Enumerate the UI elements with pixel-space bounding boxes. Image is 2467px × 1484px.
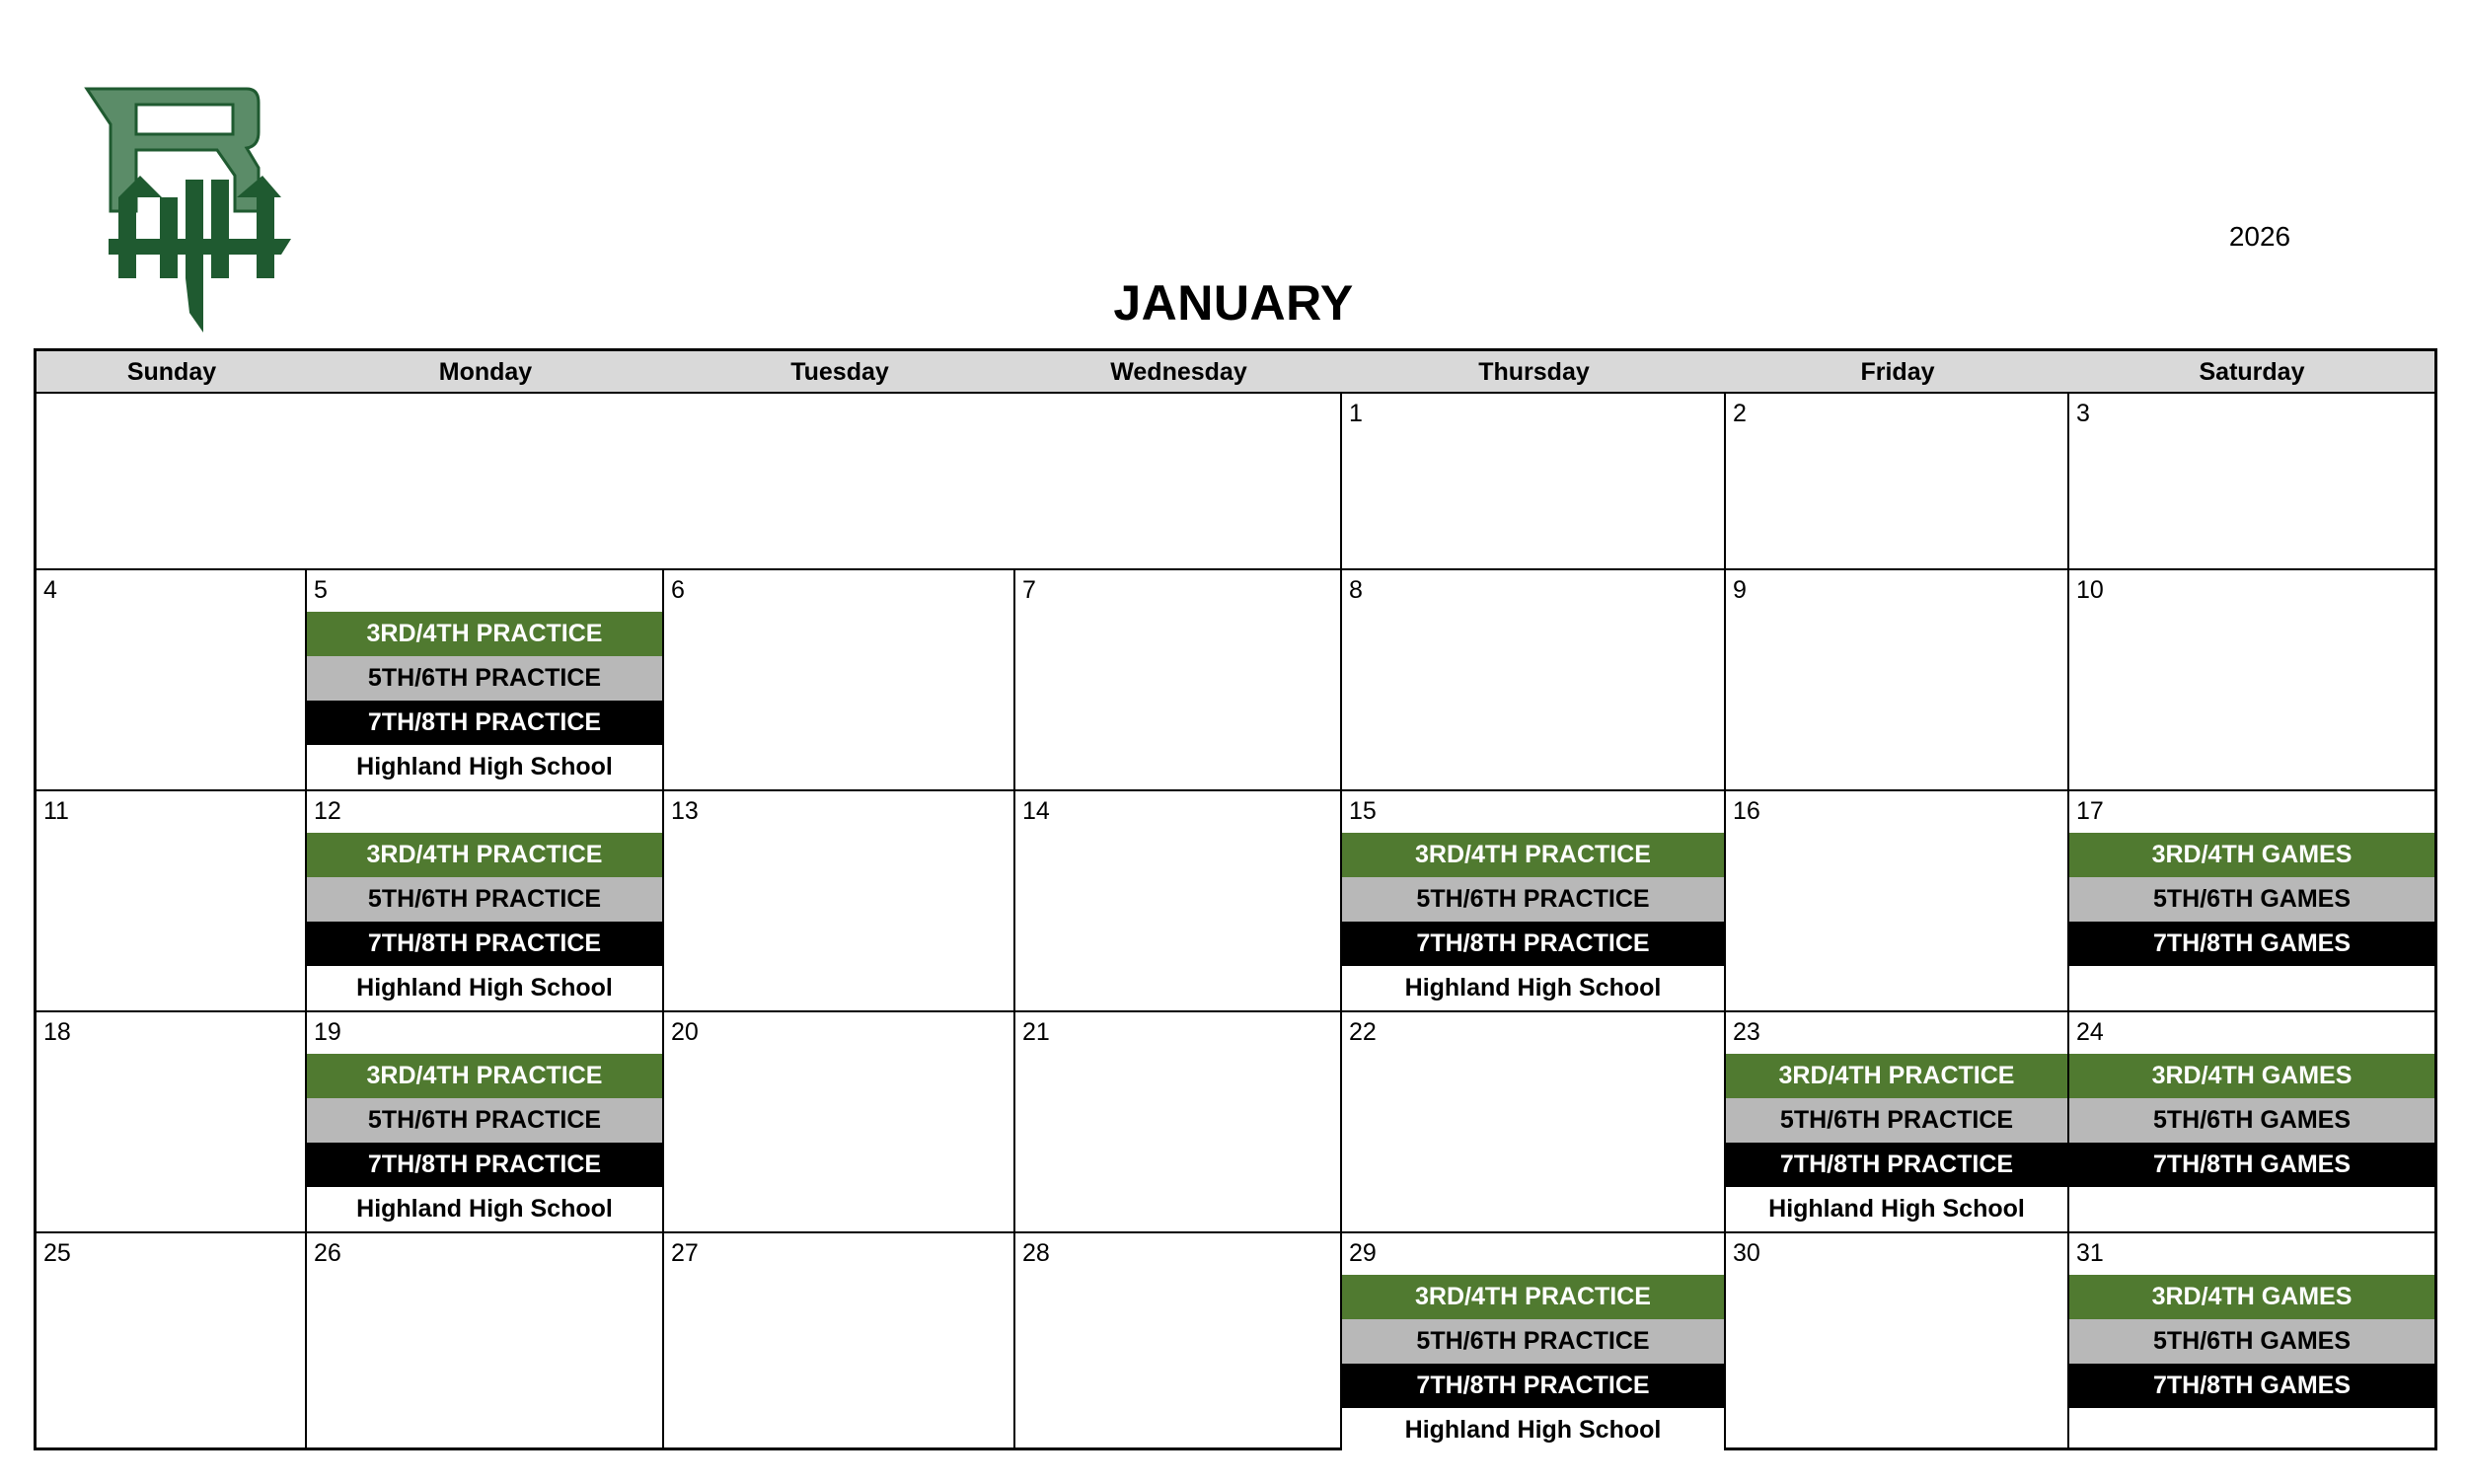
event-games: 3RD/4TH GAMES	[2069, 833, 2434, 877]
empty-day-cell[interactable]	[37, 394, 1342, 570]
day-cell-4[interactable]	[37, 570, 307, 791]
day-cell-19[interactable]	[307, 1012, 664, 1233]
day-number: 26	[314, 1239, 341, 1267]
event-practice: 7TH/8TH PRACTICE	[1342, 1364, 1724, 1408]
event-practice: 7TH/8TH PRACTICE	[1342, 922, 1724, 966]
day-number: 18	[43, 1018, 71, 1046]
event-games: 5TH/6TH GAMES	[2069, 877, 2434, 922]
event-games: 7TH/8TH GAMES	[2069, 1364, 2434, 1408]
day-number: 12	[314, 797, 341, 825]
day-cell-24[interactable]	[2069, 1012, 2434, 1233]
event-location: Highland High School	[307, 745, 662, 789]
event-games: 3RD/4TH GAMES	[2069, 1275, 2434, 1319]
day-cell-8[interactable]	[1342, 570, 1726, 791]
calendar-month-title: JANUARY	[1113, 275, 1354, 331]
event-practice: 3RD/4TH PRACTICE	[307, 833, 662, 877]
day-number: 4	[43, 576, 57, 604]
event-practice: 7TH/8TH PRACTICE	[307, 922, 662, 966]
day-number: 6	[671, 576, 685, 604]
day-cell-16[interactable]	[1726, 791, 2069, 1012]
day-number: 7	[1022, 576, 1036, 604]
weekday-sunday: Sunday	[126, 358, 217, 386]
weekday-saturday: Saturday	[2199, 358, 2305, 386]
day-number: 21	[1022, 1018, 1050, 1046]
event-practice: 3RD/4TH PRACTICE	[1342, 1275, 1724, 1319]
weekday-tuesday: Tuesday	[790, 358, 889, 386]
event-practice: 7TH/8TH PRACTICE	[307, 701, 662, 745]
day-cell-5[interactable]	[307, 570, 664, 791]
event-practice: 5TH/6TH PRACTICE	[307, 877, 662, 922]
event-games: 5TH/6TH GAMES	[2069, 1098, 2434, 1143]
day-cell-17[interactable]	[2069, 791, 2434, 1012]
day-cell-21[interactable]	[1015, 1012, 1342, 1233]
day-number: 1	[1349, 400, 1363, 427]
weekday-header-row	[37, 351, 2434, 394]
day-number: 14	[1022, 797, 1050, 825]
day-number: 19	[314, 1018, 341, 1046]
weekday-monday: Monday	[438, 358, 533, 386]
event-practice: 5TH/6TH PRACTICE	[1726, 1098, 2067, 1143]
calendar-grid	[34, 348, 2437, 1450]
day-cell-29[interactable]	[1342, 1233, 1726, 1447]
day-number: 10	[2076, 576, 2104, 604]
day-cell-31[interactable]	[2069, 1233, 2434, 1447]
event-games: 5TH/6TH GAMES	[2069, 1319, 2434, 1364]
day-cell-23[interactable]	[1726, 1012, 2069, 1233]
event-practice: 5TH/6TH PRACTICE	[1342, 877, 1724, 922]
day-number: 17	[2076, 797, 2104, 825]
day-cell-3[interactable]	[2069, 394, 2434, 570]
day-cell-6[interactable]	[664, 570, 1015, 791]
day-cell-25[interactable]	[37, 1233, 307, 1447]
day-cell-20[interactable]	[664, 1012, 1015, 1233]
event-location: Highland High School	[1726, 1187, 2067, 1231]
day-cell-1[interactable]	[1342, 394, 1726, 570]
day-cell-18[interactable]	[37, 1012, 307, 1233]
day-cell-30[interactable]	[1726, 1233, 2069, 1447]
day-number: 5	[314, 576, 328, 604]
day-cell-15[interactable]	[1342, 791, 1726, 1012]
event-practice: 3RD/4TH PRACTICE	[1726, 1054, 2067, 1098]
event-games: 7TH/8TH GAMES	[2069, 1143, 2434, 1187]
day-number: 28	[1022, 1239, 1050, 1267]
day-cell-13[interactable]	[664, 791, 1015, 1012]
event-practice: 3RD/4TH PRACTICE	[1342, 833, 1724, 877]
day-number: 8	[1349, 576, 1363, 604]
day-cell-26[interactable]	[307, 1233, 664, 1447]
day-number: 22	[1349, 1018, 1377, 1046]
event-practice: 7TH/8TH PRACTICE	[1726, 1143, 2067, 1187]
day-cell-10[interactable]	[2069, 570, 2434, 791]
event-practice: 3RD/4TH PRACTICE	[307, 1054, 662, 1098]
day-cell-7[interactable]	[1015, 570, 1342, 791]
weekday-friday: Friday	[1860, 358, 1935, 386]
day-number: 16	[1733, 797, 1760, 825]
weekday-wednesday: Wednesday	[1110, 358, 1247, 386]
day-number: 20	[671, 1018, 699, 1046]
day-cell-28[interactable]	[1015, 1233, 1342, 1447]
day-number: 11	[43, 797, 69, 825]
day-number: 29	[1349, 1239, 1377, 1267]
day-cell-9[interactable]	[1726, 570, 2069, 791]
day-number: 3	[2076, 400, 2090, 427]
day-number: 15	[1349, 797, 1377, 825]
event-location: Highland High School	[307, 1187, 662, 1231]
day-number: 27	[671, 1239, 699, 1267]
day-cell-12[interactable]	[307, 791, 664, 1012]
day-cell-22[interactable]	[1342, 1012, 1726, 1233]
event-practice: 5TH/6TH PRACTICE	[307, 1098, 662, 1143]
day-number: 30	[1733, 1239, 1760, 1267]
event-games: 7TH/8TH GAMES	[2069, 922, 2434, 966]
event-location: Highland High School	[1342, 966, 1724, 1010]
weekday-thursday: Thursday	[1478, 358, 1590, 386]
day-cell-27[interactable]	[664, 1233, 1015, 1447]
day-number: 31	[2076, 1239, 2104, 1267]
event-location: Highland High School	[1342, 1408, 1724, 1452]
event-practice: 3RD/4TH PRACTICE	[307, 612, 662, 656]
day-number: 24	[2076, 1018, 2104, 1046]
day-cell-2[interactable]	[1726, 394, 2069, 570]
day-cell-14[interactable]	[1015, 791, 1342, 1012]
event-games: 3RD/4TH GAMES	[2069, 1054, 2434, 1098]
event-practice: 7TH/8TH PRACTICE	[307, 1143, 662, 1187]
day-number: 23	[1733, 1018, 1760, 1046]
day-number: 25	[43, 1239, 71, 1267]
event-location: Highland High School	[307, 966, 662, 1010]
day-number: 13	[671, 797, 699, 825]
day-number: 9	[1733, 576, 1747, 604]
calendar-year: 2026	[2228, 221, 2291, 252]
day-number: 2	[1733, 400, 1747, 427]
event-practice: 5TH/6TH PRACTICE	[307, 656, 662, 701]
event-practice: 5TH/6TH PRACTICE	[1342, 1319, 1724, 1364]
day-cell-11[interactable]	[37, 791, 307, 1012]
